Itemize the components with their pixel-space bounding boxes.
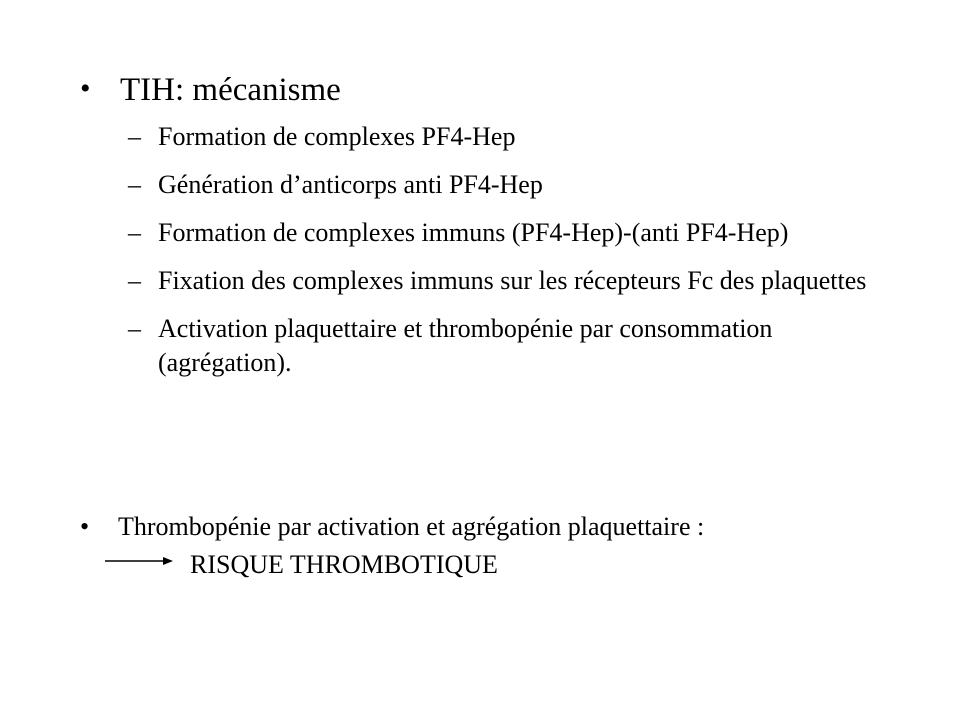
mechanism-list [128,120,888,394]
list-item-text: Formation de complexes PF4-Hep [158,122,516,151]
list-item-text: Fixation des complexes immuns sur les récepteurs Fc des plaquettes [158,266,867,295]
risk-label: RISQUE THROMBOTIQUE [190,550,498,579]
right-arrow-icon [105,553,175,569]
dash-marker: – [128,314,141,343]
list-item [128,264,888,298]
bullet-dot: • [80,72,91,105]
dash-marker: – [128,170,141,199]
list-item-text: Formation de complexes immuns (PF4-Hep)-(anti PF4-Hep) [158,218,789,247]
list-item-text: Activation plaquettaire et thrombopénie par consommation (agrégation). [158,314,773,377]
list-item [128,216,888,250]
dash-marker: – [128,122,141,151]
list-item [128,120,888,154]
list-item [128,168,888,202]
slide-title: TIH: mécanisme [120,72,341,108]
thrombopenia-statement: Thrombopénie par activation et agrégation plaquettaire : [118,512,705,541]
dash-marker: – [128,218,141,247]
list-item-text: Génération d’anticorps anti PF4-Hep [158,170,543,199]
list-item [128,312,888,380]
bullet-dot: • [80,512,90,541]
dash-marker: – [128,266,141,295]
